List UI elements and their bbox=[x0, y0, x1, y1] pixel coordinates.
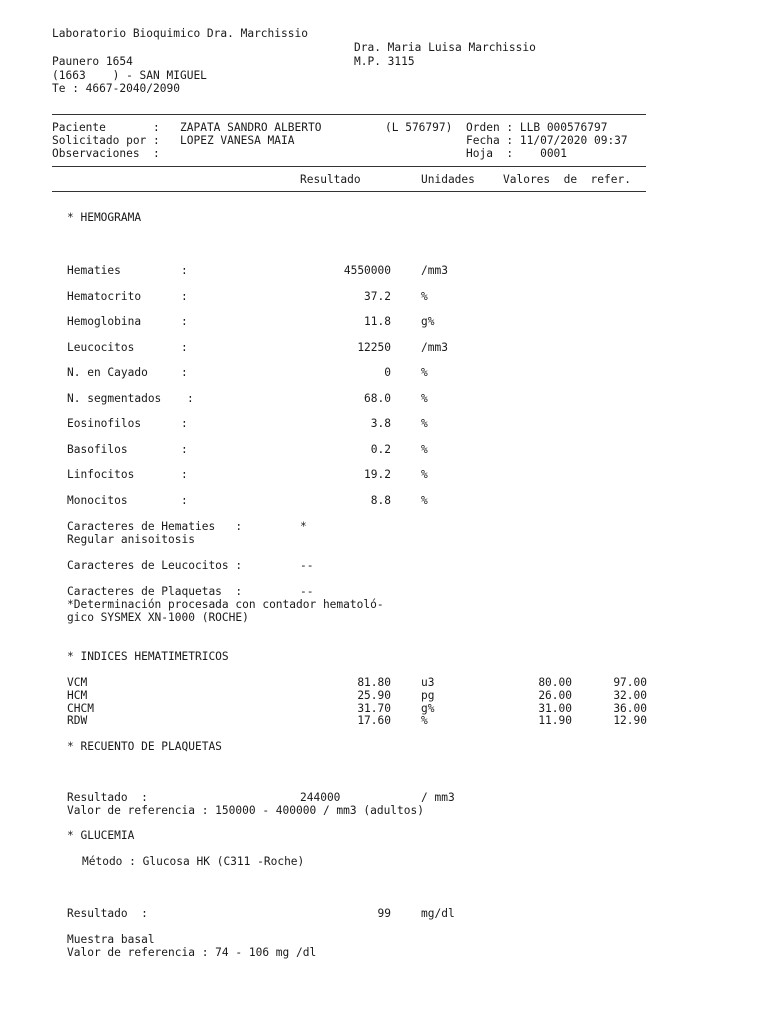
indices-row-ref-min: 31.00 bbox=[538, 701, 572, 715]
hematies-chars-note: Regular anisoitosis bbox=[67, 533, 195, 546]
hemograma-row-unit: % bbox=[421, 366, 428, 379]
doctor-mp: M.P. 3115 bbox=[354, 55, 415, 68]
col-unidades: Unidades bbox=[421, 173, 475, 186]
hemograma-title: * HEMOGRAMA bbox=[67, 211, 142, 224]
hemograma-row-label: Monocitos bbox=[67, 493, 128, 507]
orden: Orden : LLB 000576797 bbox=[466, 121, 608, 134]
hemograma-row-unit: g% bbox=[421, 315, 435, 328]
indices-row-ref-min: 11.90 bbox=[538, 714, 572, 728]
sysmex-note-line1: *Determinación procesada con contador hematoló- bbox=[67, 598, 384, 611]
hemograma-row-colon: : bbox=[181, 289, 188, 303]
glucemia-method: Método : Glucosa HK (C311 -Roche) bbox=[82, 855, 305, 868]
patient-id: (L 576797) bbox=[385, 121, 453, 134]
indices-row-ref-max: 36.00 bbox=[613, 701, 647, 715]
hemograma-row-label: Hematies bbox=[67, 264, 121, 277]
hemograma-row-value: 0 bbox=[384, 366, 391, 379]
indices-row-value: 17.60 bbox=[357, 714, 391, 728]
indices-title: * INDICES HEMATIMETRICOS bbox=[67, 650, 229, 663]
plaquetas-result-label: Resultado : bbox=[67, 791, 148, 804]
hemograma-row-colon: : bbox=[181, 417, 188, 430]
hemograma-row-colon: : bbox=[181, 264, 188, 277]
hemograma-row-colon: : bbox=[181, 493, 188, 507]
hemograma-row-colon: : bbox=[181, 340, 188, 354]
hemograma-row-unit: % bbox=[421, 417, 428, 430]
hemograma-row-colon: : bbox=[181, 315, 188, 328]
divider-header bbox=[52, 191, 646, 192]
hemograma-row-label: Leucocitos bbox=[67, 340, 135, 354]
plaquetas-result-value: 244000 bbox=[300, 791, 341, 804]
hemograma-row-value: 19.2 bbox=[364, 468, 391, 481]
sysmex-note-line2: gico SYSMEX XN-1000 (ROCHE) bbox=[67, 611, 249, 624]
hemograma-row-unit: % bbox=[421, 391, 428, 405]
indices-row-ref-min: 80.00 bbox=[538, 676, 572, 689]
indices-row-label: CHCM bbox=[67, 701, 94, 715]
hemograma-row-value: 0.2 bbox=[370, 442, 391, 456]
indices-row-ref-max: 32.00 bbox=[613, 688, 647, 702]
paciente-value: ZAPATA SANDRO ALBERTO bbox=[180, 121, 322, 134]
hemograma-row-value: 37.2 bbox=[364, 289, 391, 303]
plaquetas-result-unit: / mm3 bbox=[421, 791, 455, 804]
glucemia-result-value: 99 bbox=[377, 907, 391, 920]
hemograma-row-value: 11.8 bbox=[364, 315, 391, 328]
hemograma-row-label: Basofilos bbox=[67, 442, 128, 456]
fecha: Fecha : 11/07/2020 09:37 bbox=[466, 134, 628, 147]
hemograma-row-unit: % bbox=[421, 468, 428, 481]
indices-row-unit: u3 bbox=[421, 676, 435, 689]
indices-row-label: RDW bbox=[67, 714, 88, 728]
hemograma-row-unit: % bbox=[421, 493, 428, 507]
lab-city: (1663 ) - SAN MIGUEL bbox=[52, 69, 207, 82]
hemograma-row-unit: /mm3 bbox=[421, 340, 448, 354]
indices-row-ref-max: 12.90 bbox=[613, 714, 647, 728]
hemograma-row-unit: /mm3 bbox=[421, 264, 448, 277]
hemograma-row-colon: : bbox=[181, 442, 188, 456]
divider-top bbox=[52, 114, 646, 115]
hoja: Hoja : 0001 bbox=[466, 147, 568, 160]
hematies-chars-value: * bbox=[300, 520, 307, 533]
solicitado-label: Solicitado por : bbox=[52, 134, 160, 147]
hemograma-row-value: 12250 bbox=[357, 340, 391, 354]
glucemia-result-label: Resultado : bbox=[67, 907, 148, 920]
indices-row-value: 25.90 bbox=[357, 688, 391, 702]
indices-row-ref-max: 97.00 bbox=[613, 676, 647, 689]
divider-mid bbox=[52, 166, 646, 167]
lab-phone: Te : 4667-2040/2090 bbox=[52, 82, 180, 95]
hemograma-row-label: Hemoglobina bbox=[67, 315, 142, 328]
lab-address: Paunero 1654 bbox=[52, 55, 133, 68]
hemograma-row-value: 68.0 bbox=[364, 391, 391, 405]
plaquetas-reference: Valor de referencia : 150000 - 400000 / mm3 (adultos) bbox=[67, 804, 424, 817]
hemograma-row-colon: : bbox=[181, 366, 188, 379]
hemograma-row-colon: : bbox=[187, 391, 194, 405]
glucemia-reference: Valor de referencia : 74 - 106 mg /dl bbox=[67, 946, 317, 959]
indices-row-unit: % bbox=[421, 714, 428, 728]
hemograma-row-label: N. en Cayado bbox=[67, 366, 148, 379]
hemograma-row-label: N. segmentados bbox=[67, 391, 162, 405]
indices-row-ref-min: 26.00 bbox=[538, 688, 572, 702]
col-resultado: Resultado bbox=[300, 173, 361, 186]
hemograma-row-unit: % bbox=[421, 289, 428, 303]
leucocitos-chars-value: -- bbox=[300, 559, 314, 572]
col-valores: Valores de refer. bbox=[503, 173, 631, 186]
doctor-name: Dra. Maria Luisa Marchissio bbox=[354, 41, 536, 54]
paciente-label: Paciente : bbox=[52, 121, 160, 134]
hemograma-row-value: 4550000 bbox=[343, 264, 391, 277]
indices-row-label: HCM bbox=[67, 688, 88, 702]
plaquetas-chars-label: Caracteres de Plaquetas : bbox=[67, 585, 243, 598]
solicitado-value: LOPEZ VANESA MAIA bbox=[180, 134, 295, 147]
lab-name: Laboratorio Bioquimico Dra. Marchissio bbox=[52, 27, 308, 40]
hematies-chars-label: Caracteres de Hematies : bbox=[67, 520, 243, 533]
hemograma-row-label: Hematocrito bbox=[67, 289, 142, 303]
glucemia-title: * GLUCEMIA bbox=[67, 829, 135, 842]
hemograma-row-value: 3.8 bbox=[370, 417, 391, 430]
hemograma-row-value: 8.8 bbox=[370, 493, 391, 507]
plaquetas-title: * RECUENTO DE PLAQUETAS bbox=[67, 740, 222, 753]
indices-row-value: 81.80 bbox=[357, 676, 391, 689]
observaciones-label: Observaciones : bbox=[52, 147, 160, 160]
hemograma-row-colon: : bbox=[181, 468, 188, 481]
indices-row-unit: g% bbox=[421, 701, 435, 715]
indices-row-unit: pg bbox=[421, 688, 435, 702]
indices-row-label: VCM bbox=[67, 676, 88, 689]
plaquetas-chars-value: -- bbox=[300, 585, 314, 598]
hemograma-row-label: Linfocitos bbox=[67, 468, 135, 481]
indices-row-value: 31.70 bbox=[357, 701, 391, 715]
leucocitos-chars-label: Caracteres de Leucocitos : bbox=[67, 559, 243, 572]
glucemia-sample: Muestra basal bbox=[67, 933, 155, 946]
glucemia-result-unit: mg/dl bbox=[421, 907, 455, 920]
hemograma-row-label: Eosinofilos bbox=[67, 417, 142, 430]
hemograma-row-unit: % bbox=[421, 442, 428, 456]
